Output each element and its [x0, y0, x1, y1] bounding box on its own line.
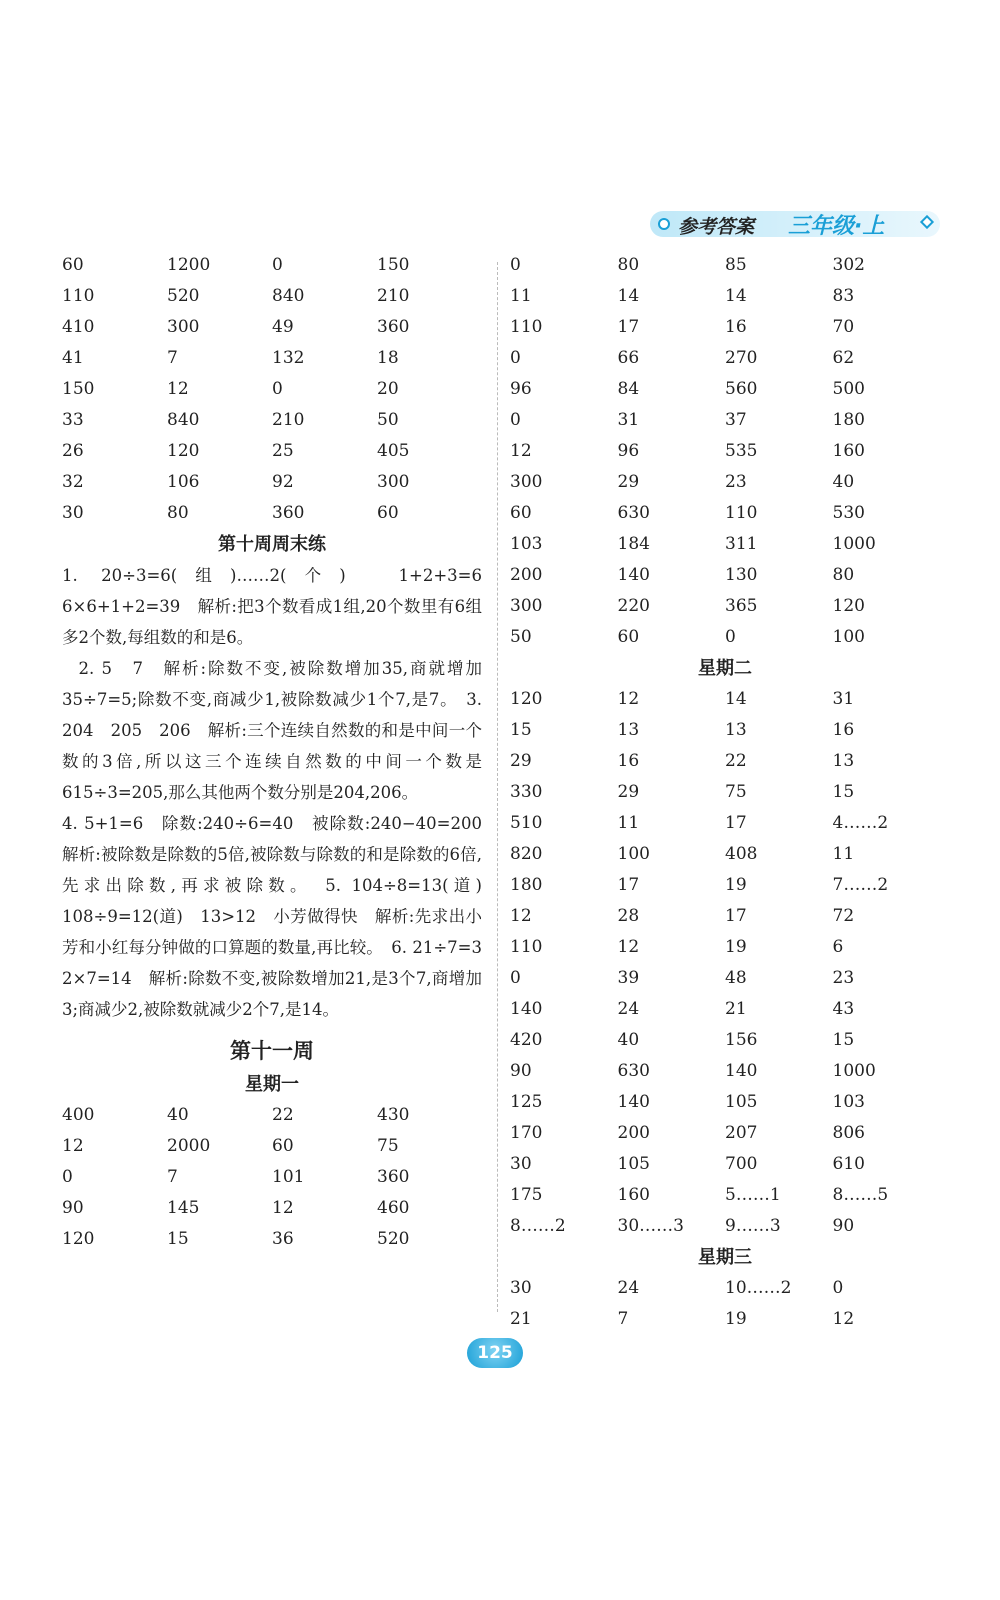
answer-cell: 630 [617, 503, 650, 523]
answer-cell: 14 [617, 286, 640, 306]
answer-cell: 40 [617, 1030, 640, 1050]
answer-cell: 11 [617, 813, 640, 833]
answer-cell: 19 [725, 875, 747, 895]
answer-cell: 156 [725, 1030, 758, 1050]
answer-cell: 80 [617, 255, 640, 275]
answer-cell: 96 [510, 379, 532, 399]
answer-cell: 270 [725, 348, 758, 368]
answer-cell: 105 [617, 1154, 650, 1174]
circle-icon [658, 218, 670, 230]
answer-cell: 17 [725, 906, 747, 926]
answer-cell: 300 [510, 596, 543, 616]
answer-cell: 33 [62, 410, 84, 430]
answer-cell: 200 [617, 1123, 650, 1143]
answer-cell: 16 [617, 751, 640, 771]
answer-cell: 300 [510, 472, 543, 492]
answer-cell: 24 [617, 1278, 640, 1298]
answer-cell: 40 [167, 1105, 189, 1125]
answer-cell: 630 [617, 1061, 650, 1081]
answer-cell: 23 [832, 968, 855, 988]
answer-cell: 48 [725, 968, 747, 988]
answer-cell: 530 [832, 503, 865, 523]
answer-cell: 50 [377, 410, 399, 430]
week10-answer-3: 4. 5+1=6 除数:240÷6=40 被除数:240−40=200 解析:被除数是除数的5倍,被除数与除数的和是除数的6倍,先求出除数,再求被除数。 5. 104÷8=13(道) 108÷9=12(道) 13>12 小芳做得快 解析:先求出小芳和小红每分钟做的口算题的数量,再比较。 6. 21÷7=3 2×7=14 解析:除数不变,被除数增加21,是3个7,商增加3;商减少2,被除数就减少2个7,是14。 [62, 814, 499, 1019]
answer-cell: 400 [62, 1105, 95, 1125]
answer-cell: 25 [272, 441, 294, 461]
answer-cell: 110 [510, 937, 543, 957]
tuesday-title: 星期二 [698, 658, 752, 679]
answer-cell: 16 [832, 720, 855, 740]
page-number: 125 [477, 1343, 513, 1363]
answer-cell: 7 [167, 348, 178, 368]
week10-answer-1: 1. 20÷3=6(组)……2(个) 1+2+3=6 6×6+1+2=39 解析:把3个数看成1组,20个数里有6组多2个数,每组数的和是6。 [62, 566, 499, 647]
answer-cell: 83 [832, 286, 855, 306]
answer-cell: 840 [167, 410, 200, 430]
answer-cell: 7……2 [832, 875, 889, 895]
answer-cell: 16 [725, 317, 747, 337]
answer-cell: 75 [377, 1136, 399, 1156]
answer-cell: 30 [62, 503, 84, 523]
answer-cell: 60 [617, 627, 640, 647]
answer-cell: 2000 [167, 1136, 211, 1156]
answer-cell: 145 [167, 1198, 200, 1218]
answer-cell: 0 [725, 627, 736, 647]
answer-cell: 150 [377, 255, 410, 275]
answer-cell: 120 [167, 441, 200, 461]
answer-cell: 15 [167, 1229, 189, 1249]
week10-title: 第十周周末练 [218, 534, 326, 555]
answer-cell: 840 [272, 286, 305, 306]
tuesday-number-grid [510, 684, 940, 1242]
answer-cell: 105 [725, 1092, 758, 1112]
answer-cell: 210 [377, 286, 410, 306]
answer-cell: 30 [510, 1154, 532, 1174]
answer-cell: 90 [510, 1061, 532, 1081]
answer-cell: 72 [832, 906, 855, 926]
answer-cell: 41 [62, 348, 84, 368]
answer-cell: 8……2 [510, 1216, 566, 1236]
answer-cell: 75 [725, 782, 747, 802]
page-number-badge [467, 1338, 523, 1368]
answer-cell: 184 [617, 534, 650, 554]
answer-cell: 0 [510, 968, 521, 988]
answer-cell: 220 [617, 596, 650, 616]
answer-cell: 180 [832, 410, 865, 430]
answer-cell: 101 [272, 1167, 305, 1187]
answer-cell: 13 [832, 751, 855, 771]
answer-cell: 175 [510, 1185, 543, 1205]
answer-cell: 806 [832, 1123, 865, 1143]
answer-cell: 120 [832, 596, 865, 616]
answer-cell: 22 [272, 1105, 294, 1125]
answer-cell: 360 [377, 1167, 410, 1187]
answer-cell: 1000 [832, 534, 876, 554]
answer-cell: 15 [832, 1030, 855, 1050]
answer-cell: 140 [617, 565, 650, 585]
answer-cell: 510 [510, 813, 543, 833]
answer-cell: 50 [510, 627, 532, 647]
answer-cell: 7 [167, 1167, 178, 1187]
answer-cell: 23 [725, 472, 747, 492]
answer-cell: 14 [725, 689, 747, 709]
answer-cell: 12 [272, 1198, 294, 1218]
answer-cell: 12 [167, 379, 189, 399]
answer-cell: 19 [725, 937, 747, 957]
answer-cell: 26 [62, 441, 84, 461]
answer-cell: 29 [510, 751, 532, 771]
answer-cell: 180 [510, 875, 543, 895]
answer-cell: 14 [725, 286, 747, 306]
answer-cell: 420 [510, 1030, 543, 1050]
answer-cell: 30……3 [617, 1216, 684, 1236]
wednesday-number-grid [510, 1273, 940, 1335]
answer-cell: 150 [62, 379, 95, 399]
answer-cell: 5……1 [725, 1185, 781, 1205]
answer-cell: 29 [617, 782, 640, 802]
answer-cell: 49 [272, 317, 294, 337]
answer-cell: 31 [617, 410, 640, 430]
wednesday-title: 星期三 [698, 1247, 752, 1268]
answer-cell: 90 [62, 1198, 84, 1218]
answer-cell: 20 [377, 379, 399, 399]
answer-cell: 300 [377, 472, 410, 492]
column-divider [497, 262, 498, 1312]
answer-cell: 13 [617, 720, 640, 740]
answer-cell: 610 [832, 1154, 865, 1174]
answer-cell: 32 [62, 472, 84, 492]
answer-cell: 302 [832, 255, 865, 275]
answer-cell: 460 [377, 1198, 410, 1218]
answer-cell: 12 [510, 906, 532, 926]
answer-cell: 66 [617, 348, 640, 368]
left-number-grid [62, 250, 482, 529]
answer-cell: 62 [832, 348, 855, 368]
answer-cell: 365 [725, 596, 758, 616]
answer-cell: 92 [272, 472, 294, 492]
answer-cell: 90 [832, 1216, 855, 1236]
answer-cell: 21 [510, 1309, 532, 1329]
answer-cell: 39 [617, 968, 640, 988]
answer-cell: 110 [725, 503, 758, 523]
answer-cell: 1200 [167, 255, 211, 275]
answer-cell: 11 [510, 286, 532, 306]
answer-cell: 106 [167, 472, 200, 492]
answer-cell: 24 [617, 999, 640, 1019]
answer-cell: 29 [617, 472, 640, 492]
answer-cell: 22 [725, 751, 747, 771]
answer-cell: 0 [510, 348, 521, 368]
answer-cell: 700 [725, 1154, 758, 1174]
answer-cell: 12 [832, 1309, 855, 1329]
answer-cell: 60 [272, 1136, 294, 1156]
right-column [510, 250, 940, 1335]
monday-title: 星期一 [245, 1074, 299, 1095]
answer-cell: 520 [167, 286, 200, 306]
week11-title: 第十一周 [230, 1038, 314, 1063]
answer-cell: 8……5 [832, 1185, 889, 1205]
answer-cell: 200 [510, 565, 543, 585]
answer-cell: 1000 [832, 1061, 876, 1081]
answer-cell: 84 [617, 379, 640, 399]
answer-cell: 330 [510, 782, 543, 802]
answer-cell: 28 [617, 906, 640, 926]
answer-cell: 12 [617, 689, 640, 709]
answer-cell: 820 [510, 844, 543, 864]
answer-cell: 0 [272, 379, 283, 399]
answer-cell: 140 [510, 999, 543, 1019]
answer-cell: 0 [272, 255, 283, 275]
answer-cell: 210 [272, 410, 305, 430]
left-column [62, 250, 499, 1255]
answer-cell: 311 [725, 534, 758, 554]
answer-cell: 170 [510, 1123, 543, 1143]
answer-cell: 160 [617, 1185, 650, 1205]
answer-cell: 0 [832, 1278, 844, 1298]
week10-answer-2: 2. 5 7 解析:除数不变,被除数增加35,商就增加35÷7=5;除数不变,商减少1,被除数减少1个7,是7。 3. 204 205 206 解析:三个连续自然数的和是中间一个数的3倍,所以这三个连续自然数的中间一个数是615÷3=205,那么其他两个数分别是204,206。 [62, 659, 482, 802]
answer-cell: 6 [832, 937, 844, 957]
answer-cell: 0 [510, 410, 521, 430]
answer-cell: 130 [725, 565, 758, 585]
answer-cell: 60 [510, 503, 532, 523]
answer-cell: 11 [832, 844, 855, 864]
answer-cell: 12 [510, 441, 532, 461]
answer-cell: 80 [167, 503, 189, 523]
answer-cell: 60 [377, 503, 399, 523]
answer-cell: 43 [832, 999, 855, 1019]
answer-cell: 12 [617, 937, 640, 957]
answer-cell: 500 [832, 379, 865, 399]
answer-cell: 120 [510, 689, 543, 709]
answer-cell: 12 [62, 1136, 84, 1156]
answer-cell: 160 [832, 441, 865, 461]
answer-cell: 535 [725, 441, 758, 461]
answer-cell: 103 [510, 534, 543, 554]
answer-cell: 0 [510, 255, 521, 275]
answer-cell: 85 [725, 255, 747, 275]
answer-cell: 80 [832, 565, 855, 585]
answer-cell: 408 [725, 844, 758, 864]
answer-cell: 360 [377, 317, 410, 337]
answer-cell: 15 [832, 782, 855, 802]
answer-cell: 110 [62, 286, 95, 306]
answer-cell: 100 [617, 844, 650, 864]
answer-cell: 410 [62, 317, 95, 337]
answer-cell: 96 [617, 441, 640, 461]
answer-key-badge [650, 205, 950, 241]
answer-cell: 560 [725, 379, 758, 399]
answer-cell: 10……2 [725, 1278, 792, 1298]
answer-cell: 37 [725, 410, 747, 430]
answer-cell: 17 [617, 317, 640, 337]
answer-cell: 17 [725, 813, 747, 833]
answer-cell: 300 [167, 317, 200, 337]
answer-cell: 19 [725, 1309, 747, 1329]
monday-number-grid [62, 1100, 482, 1255]
answer-cell: 17 [617, 875, 640, 895]
answer-cell: 40 [832, 472, 855, 492]
answer-cell: 31 [832, 689, 855, 709]
answer-cell: 405 [377, 441, 410, 461]
answer-cell: 140 [725, 1061, 758, 1081]
answer-cell: 15 [510, 720, 532, 740]
answer-cell: 4……2 [832, 813, 889, 833]
answer-cell: 30 [510, 1278, 532, 1298]
answer-cell: 100 [832, 627, 865, 647]
badge-grade: 三年级·上 [788, 214, 885, 239]
answer-cell: 120 [62, 1229, 95, 1249]
answer-cell: 103 [832, 1092, 865, 1112]
answer-cell: 140 [617, 1092, 650, 1112]
answer-cell: 207 [725, 1123, 758, 1143]
answer-cell: 132 [272, 348, 305, 368]
right-number-grid [510, 250, 940, 653]
answer-cell: 125 [510, 1092, 543, 1112]
answer-cell: 18 [377, 348, 399, 368]
answer-cell: 360 [272, 503, 305, 523]
answer-cell: 70 [832, 317, 855, 337]
answer-cell: 430 [377, 1105, 410, 1125]
answer-cell: 7 [617, 1309, 629, 1329]
answer-cell: 36 [272, 1229, 294, 1249]
answer-cell: 0 [62, 1167, 73, 1187]
badge-label: 参考答案 [678, 216, 755, 238]
answer-cell: 13 [725, 720, 747, 740]
answer-cell: 9……3 [725, 1216, 781, 1236]
answer-cell: 520 [377, 1229, 410, 1249]
answer-cell: 60 [62, 255, 84, 275]
answer-cell: 110 [510, 317, 543, 337]
answer-cell: 21 [725, 999, 747, 1019]
